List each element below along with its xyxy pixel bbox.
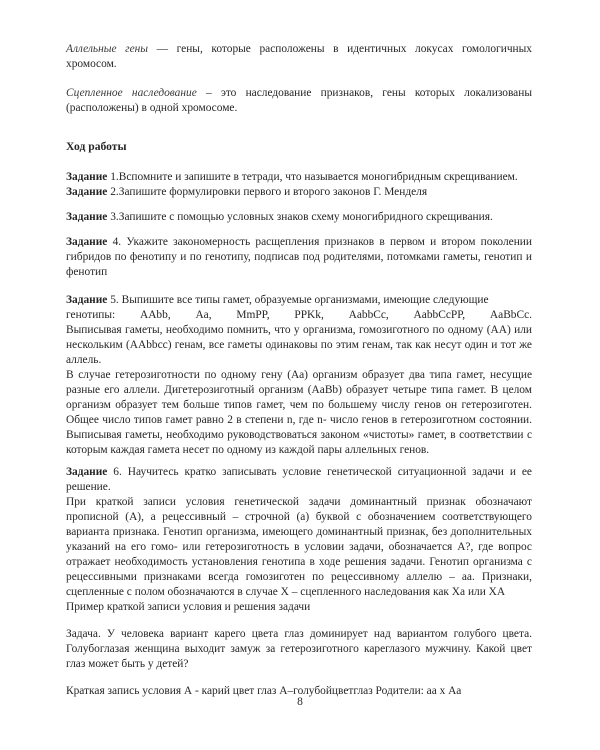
task-2 (66, 185, 532, 200)
term-linked-inheritance: Сцепленное наследование (66, 87, 197, 99)
task-4-label: Задание (66, 236, 108, 248)
genotype-item: AabbCc, (348, 309, 389, 321)
page-number: 8 (297, 696, 303, 708)
task-6-label: Задание (66, 466, 108, 478)
task-4 (66, 235, 532, 280)
definition-allelic-genes (66, 42, 532, 72)
task-5 (66, 293, 532, 368)
task-5-intro (66, 293, 532, 308)
task-1-text: 1.Вспомните и запишите в тетради, что называется моногибридным скрещиванием. (107, 171, 518, 183)
example-heading: Пример краткой записи условия и решения задачи (66, 601, 311, 613)
task-2-text: 2.Запишите формулировки первого и второго законов Г. Менделя (107, 186, 428, 198)
paragraph-problem: Задача. У человека вариант карего цвета глаз доминирует над вариантом голубого цвета. Голубоглазая женщина выходит замуж за гетерозиготного кареглазого мужчину. Какой цвет глаз может быть у детей? (66, 628, 532, 670)
genotype-item: AAbb, (139, 309, 171, 321)
task-2-label: Задание (66, 186, 108, 198)
genotype-item: Aa, (195, 309, 212, 321)
task-6 (66, 465, 532, 495)
definition-allelic-text: — гены, которые расположены в идентичных локусах гомологичных хромосом. (66, 43, 532, 70)
task-5-intro-text: 5. Выпишите все типы гамет, образуемые организмами, имеющие следующие (107, 294, 489, 306)
paragraph-notation: При краткой записи условия генетической задачи доминантный признак обозначают прописной (А), а рецессивный – строчной (а) буквой с обозначением соответствующего варианта признака. Генотип организма, имеющего доминантный признак, без дополнительных указаний на его гомо- или гетерозиготность в условии задачи, обозначается А?, где вопрос отражает необходимость установления генотипа в ходе решения задачи. Генотип организма с рецессивными признаками всегда гомозиготен по рецессивному аллелю – аа. Признаки, сцепленные с полом обозначаются в случае Х – сцепленного наследования как Ха или ХА (66, 496, 532, 598)
genotype-item: MmPP, (236, 309, 270, 321)
task-1 (66, 170, 532, 185)
genotypes-label: генотипы: (66, 309, 116, 321)
section-heading: Ход работы (66, 140, 127, 153)
task-1-label: Задание (66, 171, 108, 183)
short-record: Краткая запись условия А - карий цвет глаз А–голубойцветглаз Родители: аа х Аа (66, 685, 462, 697)
task-4-text: 4. Укажите закономерность расщепления признаков в первом и втором поколении гибридов по фенотипу и по генотипу, подписав под родителями, потомками гаметы, генотип и фенотип (66, 236, 532, 278)
task-3-text: 3.Запишите с помощью условных знаков схему моногибридного скрещивания. (107, 211, 493, 223)
task-3-label: Задание (66, 211, 108, 223)
task-5-rest: Выписывая гаметы, необходимо помнить, что у организма, гомозиготного по одному (АА) или нескольким (AAbbcc) генам, все гаметы одинаковы по этим генам, так как несут один и тот же аллель. (66, 324, 532, 366)
paragraph-heterozygosity: В случае гетерозиготности по одному гену (Аа) организм образует два типа гамет, несущие разные его аллели. Дигетерозиготный организм (AaBb) образует четыре типа гамет. В целом организм образует тем больше типов гамет, чем по большему числу генов он гетерозиготен. Общее число типов гамет равно 2 в степени n, где n- число генов в гетерозиготном состоянии. Выписывая гаметы, необходимо руководствоваться законом «чистоты» гамет, в соответствии с которым каждая гамета несет по одному из каждой пары аллельных генов. (66, 369, 532, 456)
task-5-label: Задание (66, 294, 108, 306)
genotype-item: AaBbCc. (489, 309, 532, 321)
genotype-list (66, 308, 532, 323)
genotype-item: AabbCcPP, (413, 309, 466, 321)
definition-linked-text: – это наследование признаков, гены которых локализованы (расположены) в одной хромосоме. (66, 87, 532, 114)
task-3 (66, 210, 532, 225)
term-allelic-genes: Аллельные гены (66, 43, 148, 55)
genotype-item: PPKk, (294, 309, 324, 321)
definition-linked-inheritance (66, 86, 532, 116)
task-6-text: 6. Научитесь кратко записывать условие генетической ситуационной задачи и ее решение. (66, 466, 532, 493)
